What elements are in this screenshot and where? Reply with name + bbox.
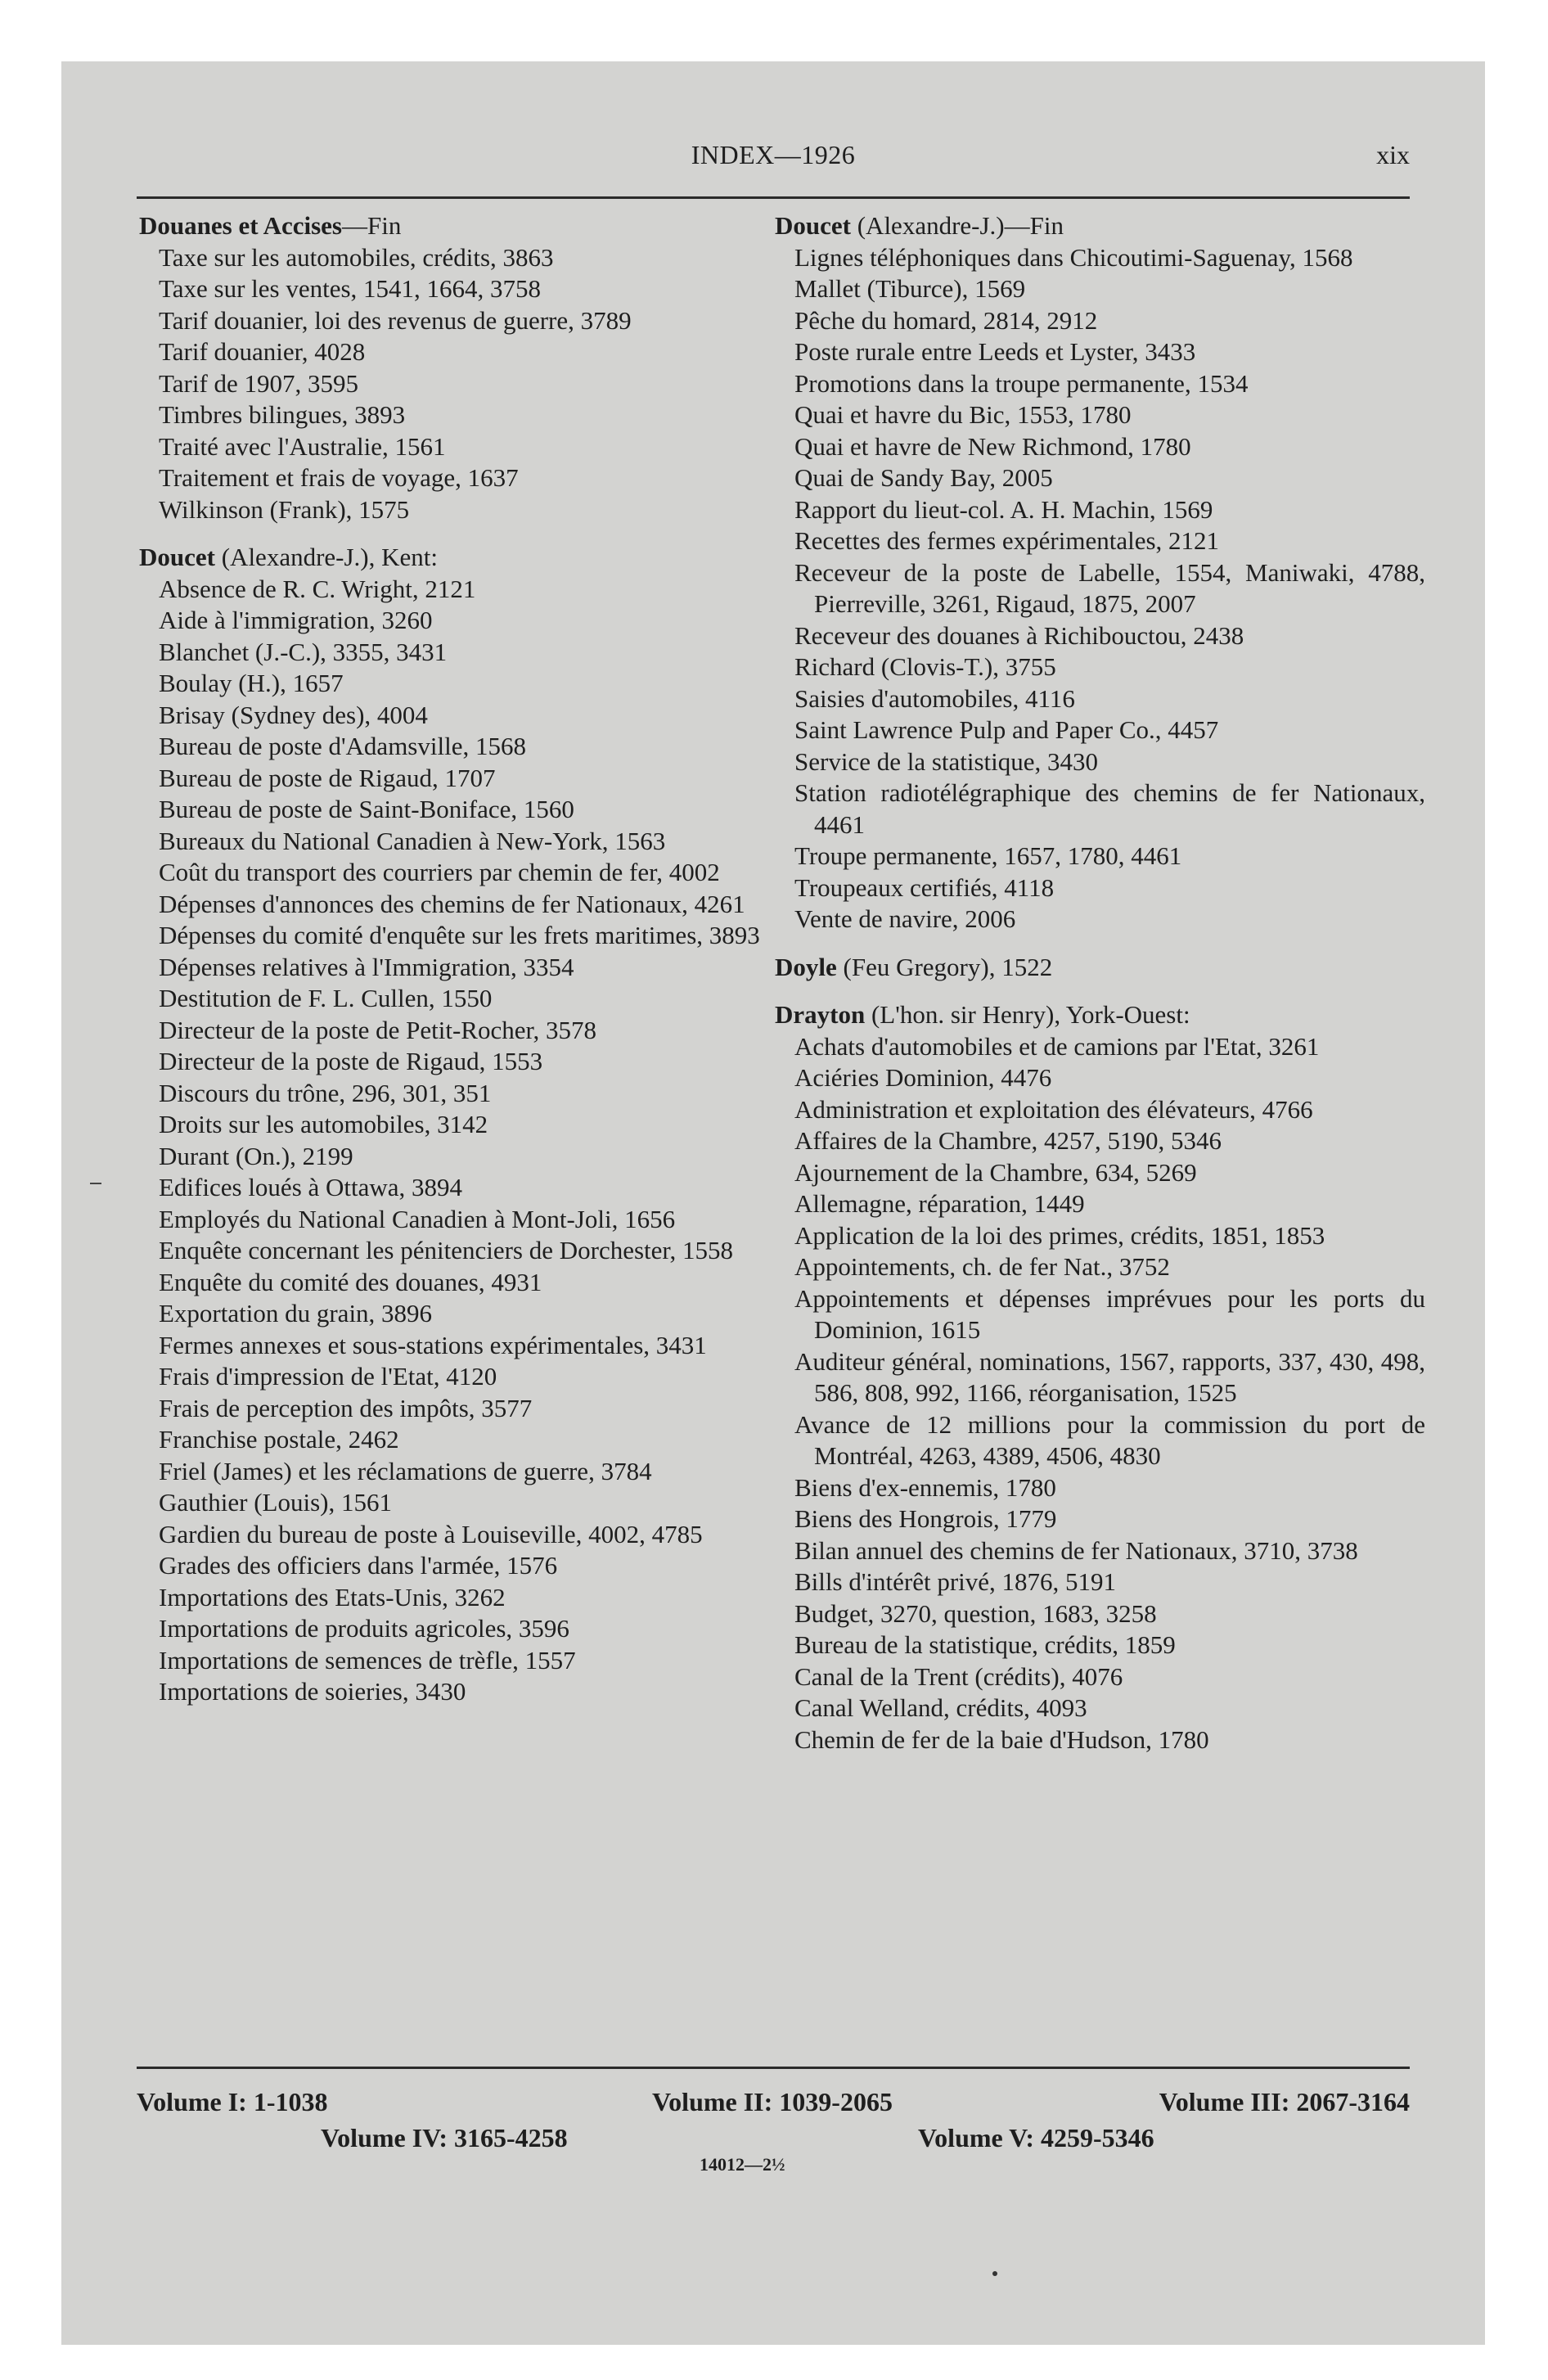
index-subentry: Discours du trône, 296, 301, 351 bbox=[159, 1078, 492, 1107]
index-subentry: Administration et exploitation des élévateurs, 4766 bbox=[794, 1094, 1313, 1124]
index-subentry: Enquête du comité des douanes, 4931 bbox=[159, 1267, 542, 1296]
index-subentry: Friel (James) et les réclamations de guerre, 3784 bbox=[159, 1456, 652, 1485]
index-subentry: Troupeaux certifiés, 4118 bbox=[794, 872, 1055, 902]
index-subentry: Appointements, ch. de fer Nat., 3752 bbox=[794, 1252, 1170, 1281]
volume-2-range: Volume II: 1039-2065 bbox=[652, 2087, 893, 2116]
index-subentry: Aciéries Dominion, 4476 bbox=[794, 1063, 1052, 1092]
index-subentry: Tarif douanier, loi des revenus de guerre, 3789 bbox=[159, 305, 632, 335]
index-subentry: Quai et havre de New Richmond, 1780 bbox=[794, 431, 1191, 461]
index-subentry: Boulay (H.), 1657 bbox=[159, 669, 344, 697]
index-subentry: Application de la loi des primes, crédits, 1851, 1853 bbox=[794, 1220, 1325, 1250]
heading-detail: —Fin bbox=[341, 211, 402, 240]
index-subentry: Bureau de la statistique, crédits, 1859 bbox=[794, 1630, 1176, 1659]
index-subentry: Recettes des fermes expérimentales, 2121 bbox=[794, 526, 1220, 555]
heading-detail: (Feu Gregory), 1522 bbox=[836, 952, 1053, 981]
index-subentry: Fermes annexes et sous-stations expérimentales, 3431 bbox=[159, 1330, 707, 1359]
index-subentry: Bureaux du National Canadien à New-York, 1563 bbox=[159, 826, 666, 855]
index-subentry: Importations de produits agricoles, 3596 bbox=[159, 1614, 569, 1643]
index-subentry: Blanchet (J.-C.), 3355, 3431 bbox=[159, 637, 448, 666]
heading-name: Doucet bbox=[139, 543, 215, 571]
index-subentry: Bills d'intérêt privé, 1876, 5191 bbox=[794, 1567, 1117, 1596]
index-subentry: Directeur de la poste de Rigaud, 1553 bbox=[159, 1047, 543, 1075]
index-subentry: Absence de R. C. Wright, 2121 bbox=[159, 574, 476, 603]
index-subentry: Brisay (Sydney des), 4004 bbox=[159, 700, 428, 729]
index-subentry: Promotions dans la troupe permanente, 1534 bbox=[794, 368, 1249, 398]
index-subentry: Auditeur général, nominations, 1567, rapports, 337, 430, 498, 586, 808, 992, 1166, réorganisation, 1525 bbox=[794, 1346, 1425, 1407]
left-column bbox=[139, 210, 810, 1708]
index-subentry: Station radiotélégraphique des chemins de fer Nationaux, 4461 bbox=[794, 778, 1425, 839]
index-heading bbox=[139, 542, 810, 574]
index-subentry: Pêche du homard, 2814, 2912 bbox=[794, 305, 1098, 335]
volume-1-range: Volume I: 1-1038 bbox=[137, 2087, 328, 2116]
index-subentry: Lignes téléphoniques dans Chicoutimi-Saguenay, 1568 bbox=[794, 242, 1353, 272]
index-subentry: Allemagne, réparation, 1449 bbox=[794, 1189, 1085, 1218]
index-subentry: Quai de Sandy Bay, 2005 bbox=[794, 463, 1053, 492]
heading-name: Doucet bbox=[775, 211, 851, 240]
index-subentry: Importations des Etats-Unis, 3262 bbox=[159, 1582, 506, 1611]
index-subentry: Biens d'ex-ennemis, 1780 bbox=[794, 1472, 1056, 1502]
index-subentry: Bilan annuel des chemins de fer Nationaux, 3710, 3738 bbox=[794, 1535, 1358, 1565]
index-subentry: Ajournement de la Chambre, 634, 5269 bbox=[794, 1157, 1197, 1187]
right-column bbox=[775, 210, 1425, 1756]
index-subentry: Traité avec l'Australie, 1561 bbox=[159, 431, 446, 461]
index-subentry: Directeur de la poste de Petit-Rocher, 3578 bbox=[159, 1015, 597, 1044]
index-subentry: Biens des Hongrois, 1779 bbox=[794, 1504, 1057, 1533]
heading-name: Drayton bbox=[775, 1000, 866, 1029]
index-subentry: Aide à l'immigration, 3260 bbox=[159, 606, 433, 634]
index-subentry: Tarif douanier, 4028 bbox=[159, 337, 366, 366]
index-subentry: Avance de 12 millions pour la commission du port de Montréal, 4263, 4389, 4506, 4830 bbox=[794, 1409, 1425, 1470]
index-subentry: Vente de navire, 2006 bbox=[794, 904, 1016, 933]
volume-4-range: Volume IV: 3165-4258 bbox=[321, 2123, 568, 2152]
index-subentry: Mallet (Tiburce), 1569 bbox=[794, 274, 1026, 303]
volume-5-range: Volume V: 4259-5346 bbox=[918, 2123, 1154, 2152]
index-heading bbox=[139, 210, 810, 242]
index-subentry: Achats d'automobiles et de camions par l'Etat, 3261 bbox=[794, 1031, 1320, 1061]
index-subentry: Gardien du bureau de poste à Louiseville, 4002, 4785 bbox=[159, 1519, 703, 1548]
index-subentry: Wilkinson (Frank), 1575 bbox=[159, 494, 410, 524]
index-heading bbox=[775, 999, 1425, 1031]
index-subentry: Destitution de F. L. Cullen, 1550 bbox=[159, 984, 493, 1012]
page-title: INDEX—1926 bbox=[691, 140, 856, 169]
index-subentry: Timbres bilingues, 3893 bbox=[159, 400, 406, 429]
heading-name: Douanes et Accises bbox=[139, 211, 342, 240]
header-rule bbox=[137, 196, 1410, 199]
index-subentry: Troupe permanente, 1657, 1780, 4461 bbox=[794, 841, 1182, 870]
printer-code: 14012—2½ bbox=[700, 2154, 785, 2175]
index-subentry: Canal Welland, crédits, 4093 bbox=[794, 1693, 1087, 1722]
index-subentry: Frais d'impression de l'Etat, 4120 bbox=[159, 1362, 497, 1391]
index-subentry: Tarif de 1907, 3595 bbox=[159, 368, 359, 398]
heading-detail: (L'hon. sir Henry), York-Ouest: bbox=[865, 1000, 1190, 1029]
index-subentry: Dépenses d'annonces des chemins de fer Nationaux, 4261 bbox=[159, 889, 745, 918]
index-subentry: Edifices loués à Ottawa, 3894 bbox=[159, 1173, 463, 1201]
index-subentry: Saisies d'automobiles, 4116 bbox=[794, 683, 1075, 713]
index-subentry: Receveur des douanes à Richibouctou, 2438 bbox=[794, 620, 1244, 650]
index-subentry: Grades des officiers dans l'armée, 1576 bbox=[159, 1551, 558, 1580]
volume-footer bbox=[137, 2087, 1410, 2177]
heading-name: Doyle bbox=[775, 952, 837, 981]
index-subentry: Exportation du grain, 3896 bbox=[159, 1299, 433, 1327]
stray-dot bbox=[992, 2271, 997, 2276]
index-subentry: Gauthier (Louis), 1561 bbox=[159, 1488, 392, 1517]
index-subentry: Bureau de poste d'Adamsville, 1568 bbox=[159, 732, 526, 760]
index-subentry: Rapport du lieut-col. A. H. Machin, 1569 bbox=[794, 494, 1213, 524]
index-page bbox=[61, 61, 1485, 2345]
index-subentry: Importations de soieries, 3430 bbox=[159, 1677, 466, 1706]
page-header bbox=[61, 140, 1485, 176]
index-subentry: Canal de la Trent (crédits), 4076 bbox=[794, 1661, 1123, 1691]
index-subentry: Bureau de poste de Saint-Boniface, 1560 bbox=[159, 795, 574, 823]
index-subentry: Service de la statistique, 3430 bbox=[794, 746, 1099, 776]
index-subentry: Droits sur les automobiles, 3142 bbox=[159, 1110, 488, 1138]
index-subentry: Taxe sur les ventes, 1541, 1664, 3758 bbox=[159, 274, 542, 303]
index-subentry: Coût du transport des courriers par chemin de fer, 4002 bbox=[159, 858, 720, 886]
heading-detail: (Alexandre-J.)—Fin bbox=[850, 211, 1064, 240]
index-subentry: Chemin de fer de la baie d'Hudson, 1780 bbox=[794, 1724, 1209, 1754]
page-number: xix bbox=[1376, 140, 1410, 169]
index-subentry: Quai et havre du Bic, 1553, 1780 bbox=[794, 400, 1132, 429]
index-subentry: Poste rurale entre Leeds et Lyster, 3433 bbox=[794, 337, 1196, 366]
index-subentry: Enquête concernant les pénitenciers de Dorchester, 1558 bbox=[159, 1236, 733, 1264]
heading-detail: (Alexandre-J.), Kent: bbox=[214, 543, 438, 571]
index-subentry: Bureau de poste de Rigaud, 1707 bbox=[159, 763, 496, 792]
index-subentry: Richard (Clovis-T.), 3755 bbox=[794, 652, 1056, 681]
index-subentry: Franchise postale, 2462 bbox=[159, 1425, 399, 1454]
index-subentry: Durant (On.), 2199 bbox=[159, 1141, 353, 1170]
index-subentry: Frais de perception des impôts, 3577 bbox=[159, 1393, 533, 1422]
index-subentry: Affaires de la Chambre, 4257, 5190, 5346 bbox=[794, 1126, 1222, 1155]
index-heading bbox=[775, 952, 1425, 984]
index-subentry: Taxe sur les automobiles, crédits, 3863 bbox=[159, 242, 554, 272]
index-subentry: Dépenses du comité d'enquête sur les frets maritimes, 3893 bbox=[159, 921, 760, 949]
volume-3-range: Volume III: 2067-3164 bbox=[1159, 2087, 1410, 2116]
index-subentry: Appointements et dépenses imprévues pour les ports du Dominion, 1615 bbox=[794, 1283, 1425, 1344]
index-subentry: Employés du National Canadien à Mont-Joli, 1656 bbox=[159, 1204, 676, 1233]
index-subentry: Dépenses relatives à l'Immigration, 3354 bbox=[159, 952, 574, 981]
index-subentry: Receveur de la poste de Labelle, 1554, Maniwaki, 4788, Pierreville, 3261, Rigaud, 1875, 2007 bbox=[794, 557, 1425, 618]
margin-mark bbox=[90, 1183, 101, 1184]
index-subentry: Importations de semences de trèfle, 1557 bbox=[159, 1645, 576, 1675]
index-subentry: Traitement et frais de voyage, 1637 bbox=[159, 463, 519, 492]
index-heading bbox=[775, 210, 1425, 242]
index-subentry: Budget, 3270, question, 1683, 3258 bbox=[794, 1598, 1157, 1628]
index-subentry: Saint Lawrence Pulp and Paper Co., 4457 bbox=[794, 715, 1219, 744]
footer-rule bbox=[137, 2067, 1410, 2069]
